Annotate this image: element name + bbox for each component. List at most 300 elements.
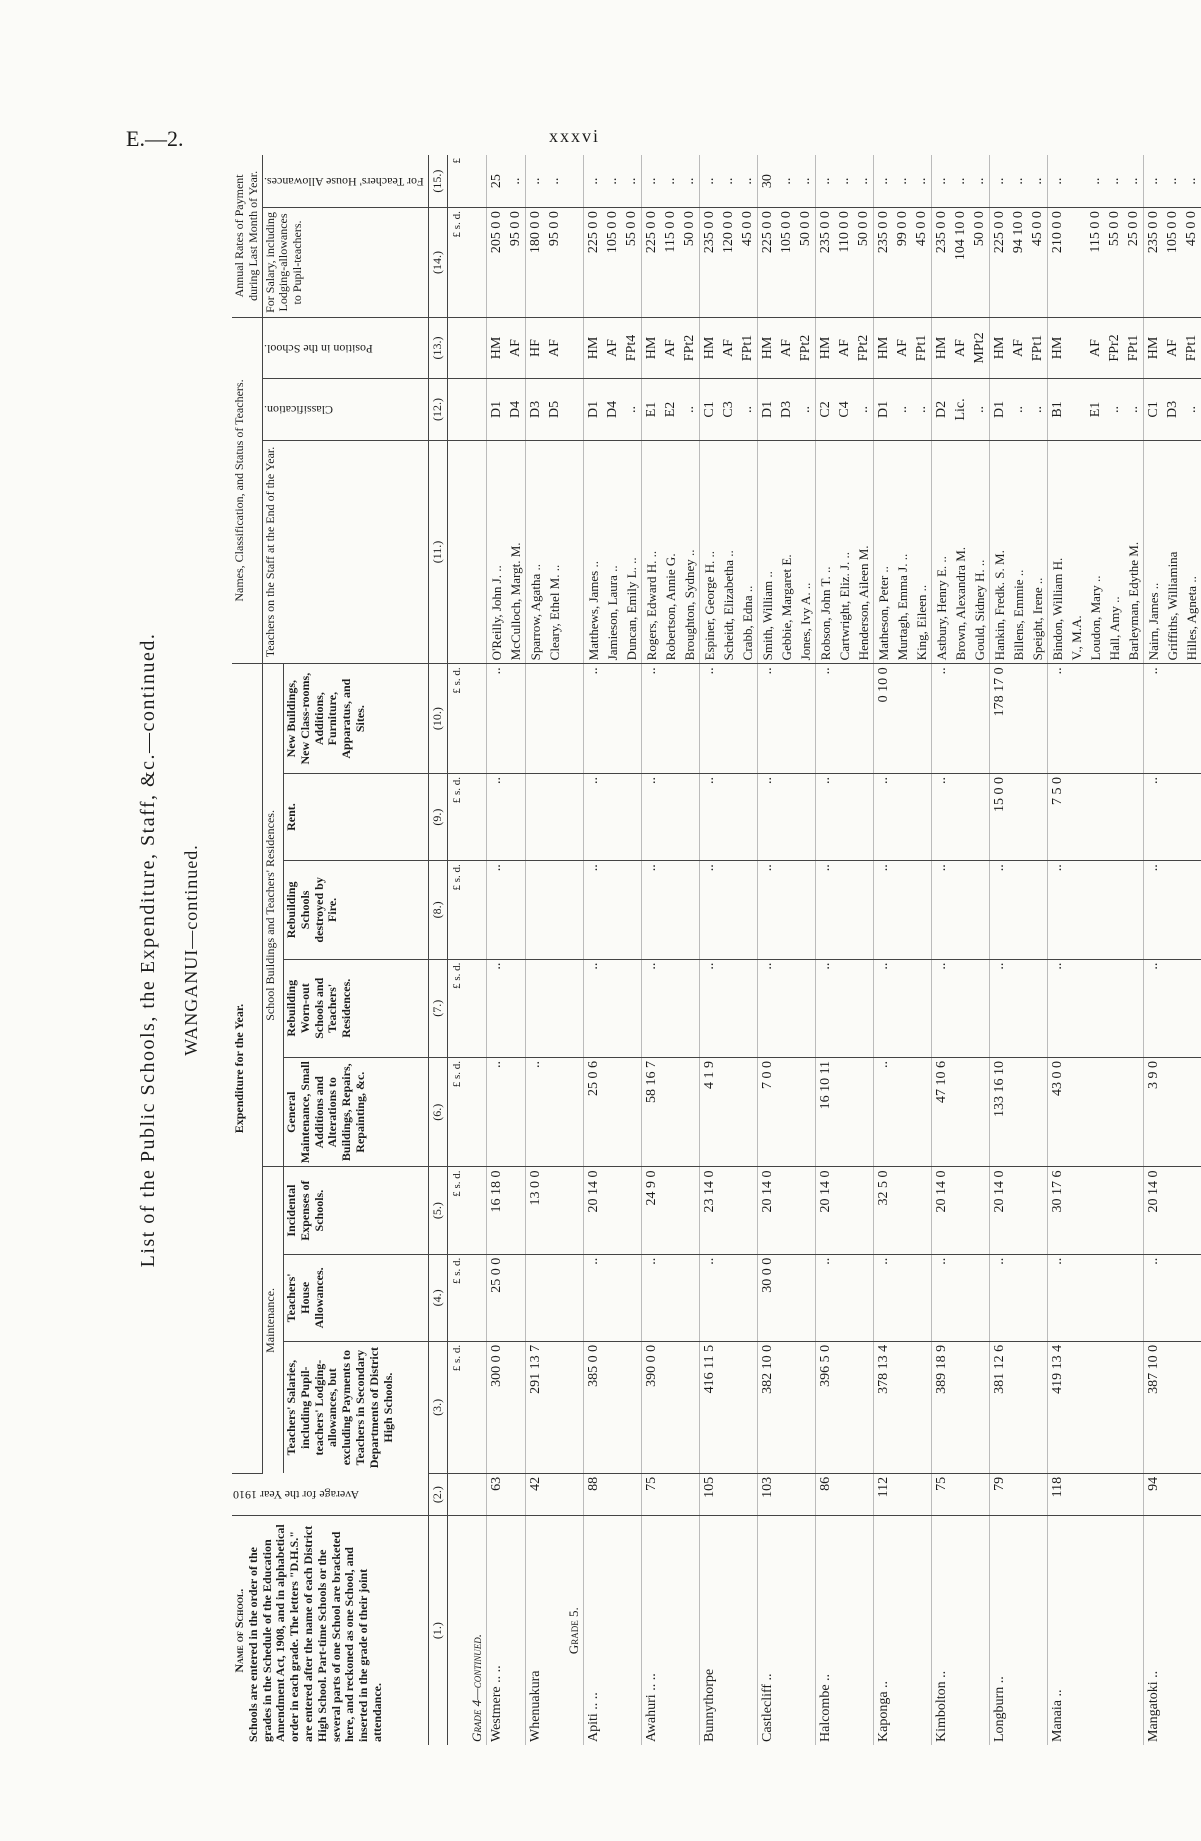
table-row	[815, 155, 835, 1745]
house-allowances	[1105, 1254, 1124, 1341]
rebuilding-fire: ..	[815, 861, 835, 959]
new-buildings	[603, 664, 622, 774]
teacher-name: Astbury, Henry E. ..	[931, 440, 951, 664]
house-allowances	[506, 1254, 526, 1341]
maintenance-general	[506, 1057, 526, 1167]
salary-rate: 115 0 0	[1086, 208, 1105, 318]
house-rate: ..	[525, 155, 545, 208]
salaries: 387 10 0	[1143, 1341, 1163, 1473]
position: HM	[583, 317, 603, 378]
position: AF	[951, 317, 970, 378]
teacher-name	[564, 440, 584, 664]
salary-rate: 104 10 0	[951, 208, 970, 318]
table-row	[545, 155, 564, 1745]
maintenance-general: 4 1 9	[699, 1057, 719, 1167]
table-row	[525, 155, 545, 1745]
school-name	[796, 1516, 816, 1745]
school-name	[719, 1516, 738, 1745]
rebuilding-fire	[525, 861, 545, 959]
rebuilding-fire	[738, 861, 758, 959]
average: 79	[989, 1473, 1009, 1515]
salaries	[796, 1341, 816, 1473]
house-allowances: ..	[583, 1254, 603, 1341]
salaries	[1163, 1341, 1182, 1473]
units-c9: £ s. d.	[447, 773, 467, 860]
average	[796, 1473, 816, 1515]
units-c5: £ s. d.	[447, 1167, 467, 1254]
house-allowances: 25 0 0	[486, 1254, 506, 1341]
house-allowances	[1067, 1254, 1086, 1341]
position: AF	[893, 317, 912, 378]
maintenance-general	[912, 1057, 932, 1167]
units-c6: £ s. d.	[447, 1057, 467, 1167]
teacher-name: Barleyman, Edythe M.	[1124, 440, 1144, 664]
new-buildings	[506, 664, 526, 774]
rebuilding-fire	[1105, 861, 1124, 959]
house-rate: ..	[1124, 155, 1144, 208]
rebuilding-fire	[622, 861, 642, 959]
rent	[680, 773, 700, 860]
rebuilding-wornout	[912, 959, 932, 1057]
salaries	[719, 1341, 738, 1473]
position: AF	[661, 317, 680, 378]
maintenance-general	[719, 1057, 738, 1167]
teacher-name: King, Eileen ..	[912, 440, 932, 664]
rebuilding-wornout	[661, 959, 680, 1057]
house-allowances	[1009, 1254, 1028, 1341]
house-rate	[564, 155, 584, 208]
incidental	[1009, 1167, 1028, 1254]
salaries: 389 18 9	[931, 1341, 951, 1473]
teacher-name: Robertson, Annie G.	[661, 440, 680, 664]
new-buildings: ..	[486, 664, 506, 774]
incidental	[738, 1167, 758, 1254]
salary-rate: 120 0 0	[719, 208, 738, 318]
house-allowances	[951, 1254, 970, 1341]
classification	[467, 379, 487, 440]
average	[1124, 1473, 1144, 1515]
school-name: Whenuakura	[525, 1516, 545, 1745]
rebuilding-fire	[661, 861, 680, 959]
salary-rate: 235 0 0	[699, 208, 719, 318]
rebuilding-fire	[506, 861, 526, 959]
rebuilding-wornout: ..	[1047, 959, 1067, 1057]
salary-rate	[1067, 208, 1086, 318]
house-allowances	[854, 1254, 874, 1341]
rebuilding-fire: ..	[757, 861, 777, 959]
house-allowances: ..	[699, 1254, 719, 1341]
salaries	[1067, 1341, 1086, 1473]
maintenance-general	[1163, 1057, 1182, 1167]
salaries	[951, 1341, 970, 1473]
house-rate: ..	[796, 155, 816, 208]
new-buildings	[719, 664, 738, 774]
salary-rate	[564, 208, 584, 318]
salaries	[1182, 1341, 1201, 1473]
teacher-name	[467, 440, 487, 664]
school-name	[970, 1516, 990, 1745]
salaries	[893, 1341, 912, 1473]
new-buildings: ..	[641, 664, 661, 774]
new-buildings	[622, 664, 642, 774]
rebuilding-wornout	[525, 959, 545, 1057]
rebuilding-wornout: ..	[1143, 959, 1163, 1057]
new-buildings: ..	[931, 664, 951, 774]
classification: D4	[506, 379, 526, 440]
position: FPt2	[796, 317, 816, 378]
col-num-4: (4.)	[429, 1254, 448, 1341]
annual-group-header: Annual Rates of Payment during Last Month of Year.	[232, 155, 262, 317]
salary-rate: 105 0 0	[777, 208, 796, 318]
incidental	[1105, 1167, 1124, 1254]
new-buildings	[1182, 664, 1201, 774]
salary-rate: 45 0 0	[1182, 208, 1201, 318]
house-rate: ..	[970, 155, 990, 208]
teacher-name: Bindon, William H.	[1047, 440, 1067, 664]
rent	[1124, 773, 1144, 860]
house-rate: 25	[486, 155, 506, 208]
maintenance-general	[1182, 1057, 1201, 1167]
rent	[661, 773, 680, 860]
school-name	[951, 1516, 970, 1745]
school-name	[1163, 1516, 1182, 1745]
house-rate: ..	[931, 155, 951, 208]
teacher-name: Gould, Sidney H. ..	[970, 440, 990, 664]
classification: E1	[641, 379, 661, 440]
incidental	[912, 1167, 932, 1254]
table-row	[738, 155, 758, 1745]
house-allowances: ..	[989, 1254, 1009, 1341]
maintenance-general	[970, 1057, 990, 1167]
maintenance-general	[777, 1057, 796, 1167]
new-buildings	[545, 664, 564, 774]
new-buildings	[1124, 664, 1144, 774]
maintenance-general	[951, 1057, 970, 1167]
incidental: 30 17 6	[1047, 1167, 1067, 1254]
house-allowances	[777, 1254, 796, 1341]
units-row	[447, 155, 467, 1745]
average	[1182, 1473, 1201, 1515]
position: HM	[699, 317, 719, 378]
rebuilding-fire	[1009, 861, 1028, 959]
rebuilding-wornout: ..	[873, 959, 893, 1057]
position: HF	[525, 317, 545, 378]
incidental	[970, 1167, 990, 1254]
salaries: 419 13 4	[1047, 1341, 1067, 1473]
rebuilding-wornout	[603, 959, 622, 1057]
house-allowances	[738, 1254, 758, 1341]
rent	[893, 773, 912, 860]
maintenance-general: 47 10 6	[931, 1057, 951, 1167]
average	[1086, 1473, 1105, 1515]
school-name: Kimbolton ..	[931, 1516, 951, 1745]
average	[603, 1473, 622, 1515]
incidental	[854, 1167, 874, 1254]
rebuilding-fire	[1086, 861, 1105, 959]
average: 94	[1143, 1473, 1163, 1515]
average-header	[232, 1473, 429, 1515]
school-name	[603, 1516, 622, 1745]
average	[1163, 1473, 1182, 1515]
position: AF	[506, 317, 526, 378]
rebuilding-wornout	[564, 959, 584, 1057]
classification: D1	[583, 379, 603, 440]
salaries	[854, 1341, 874, 1473]
new-buildings	[912, 664, 932, 774]
rebuilding-fire: ..	[1143, 861, 1163, 959]
table-row	[757, 155, 777, 1745]
rebuilding-fire: ..	[1047, 861, 1067, 959]
position: FPt2	[854, 317, 874, 378]
teacher-name: Henderson, Aileen M.	[854, 440, 874, 664]
house-rate: ..	[815, 155, 835, 208]
c5-header: Incidental Expenses of Schools.	[284, 1167, 429, 1254]
position: FPt4	[622, 317, 642, 378]
position: AF	[719, 317, 738, 378]
maintenance-general: 133 16 10	[989, 1057, 1009, 1167]
new-buildings: ..	[583, 664, 603, 774]
c4-header: Teachers' House Allowances.	[284, 1254, 429, 1341]
position: AF	[835, 317, 854, 378]
house-rate: ..	[1009, 155, 1028, 208]
school-name: Grade 5.	[565, 1607, 581, 1655]
salaries	[564, 1341, 584, 1473]
rent: ..	[486, 773, 506, 860]
c10-header: New Buildings, New Class-rooms, Additions, Furniture, Apparatus, and Sites.	[284, 664, 429, 774]
rebuilding-wornout	[970, 959, 990, 1057]
position: AF	[1009, 317, 1028, 378]
new-buildings	[1028, 664, 1048, 774]
salary-rate: 99 0 0	[893, 208, 912, 318]
c7-header: Rebuilding Worn-out Schools and Teachers' Residences.	[284, 959, 429, 1057]
classification: ..	[854, 379, 874, 440]
salaries	[467, 1341, 487, 1473]
rebuilding-fire	[1182, 861, 1201, 959]
units-c8: £ s. d.	[447, 861, 467, 959]
classification: ..	[1009, 379, 1028, 440]
average: 86	[815, 1473, 835, 1515]
salaries	[1086, 1341, 1105, 1473]
salary-rate: 235 0 0	[815, 208, 835, 318]
school-name: Apiti .. ..	[583, 1516, 603, 1745]
classification: ..	[1124, 379, 1144, 440]
rebuilding-wornout: ..	[931, 959, 951, 1057]
maintenance-general: 58 16 7	[641, 1057, 661, 1167]
house-rate: ..	[1163, 155, 1182, 208]
average	[738, 1473, 758, 1515]
teacher-name: Jones, Ivy A. ..	[796, 440, 816, 664]
new-buildings: 0 10 0	[873, 664, 893, 774]
rebuilding-wornout: ..	[815, 959, 835, 1057]
rebuilding-fire: ..	[641, 861, 661, 959]
average	[970, 1473, 990, 1515]
house-allowances: ..	[873, 1254, 893, 1341]
salary-rate: 45 0 0	[738, 208, 758, 318]
units-c3: £ s. d.	[447, 1341, 467, 1473]
classification: ..	[738, 379, 758, 440]
classification: Lic.	[951, 379, 970, 440]
rebuilding-fire: ..	[583, 861, 603, 959]
incidental	[603, 1167, 622, 1254]
teacher-name: Billens, Emmie ..	[1009, 440, 1028, 664]
name-of-school-note: Schools are entered in the order of the grades in the Schedule of the Education Amendment Act, 1908, and in alphabetical order in each grade. The letters "D.H.S." are entered after the name of each District High School. Part-time Schools or the several parts of one School are bracketed here, and reckoned as one School, and inserted in the grade of their joint attendance.	[245, 1524, 384, 1742]
incidental: 20 14 0	[757, 1167, 777, 1254]
position: HM	[931, 317, 951, 378]
average	[854, 1473, 874, 1515]
position: HM	[815, 317, 835, 378]
rebuilding-wornout	[545, 959, 564, 1057]
rebuilding-wornout	[622, 959, 642, 1057]
classification: D1	[757, 379, 777, 440]
table-row	[796, 155, 816, 1745]
school-name	[661, 1516, 680, 1745]
new-buildings	[854, 664, 874, 774]
maintenance-general: 43 0 0	[1047, 1057, 1067, 1167]
classification: D3	[525, 379, 545, 440]
house-allowances	[525, 1254, 545, 1341]
average: 105	[699, 1473, 719, 1515]
rebuilding-fire	[796, 861, 816, 959]
rebuilding-wornout	[719, 959, 738, 1057]
position: HM	[873, 317, 893, 378]
maintenance-general	[622, 1057, 642, 1167]
table-row	[1105, 155, 1124, 1745]
rebuilding-wornout	[796, 959, 816, 1057]
school-name	[1182, 1516, 1201, 1745]
rebuilding-wornout: ..	[583, 959, 603, 1057]
col-num-15: (15.)	[429, 155, 448, 208]
position: HM	[757, 317, 777, 378]
incidental	[506, 1167, 526, 1254]
rebuilding-fire	[545, 861, 564, 959]
average	[951, 1473, 970, 1515]
average	[835, 1473, 854, 1515]
teacher-name: Hilles, Agneta ..	[1182, 440, 1201, 664]
rebuilding-wornout: ..	[989, 959, 1009, 1057]
classification: D3	[1163, 379, 1182, 440]
salaries: 381 12 6	[989, 1341, 1009, 1473]
name-of-school-title: Name of School.	[232, 1588, 246, 1673]
salary-rate: 115 0 0	[661, 208, 680, 318]
rebuilding-fire	[777, 861, 796, 959]
average	[1105, 1473, 1124, 1515]
table-row	[854, 155, 874, 1745]
teacher-name: Cleary, Ethel M. ..	[545, 440, 564, 664]
names-group-header: Names, Classification, and Status of Teachers.	[232, 317, 262, 664]
school-name: Westmere .. ..	[486, 1516, 506, 1745]
table-row	[931, 155, 951, 1745]
rebuilding-wornout	[680, 959, 700, 1057]
table-row	[1067, 155, 1086, 1745]
teacher-name: Jamieson, Laura ..	[603, 440, 622, 664]
col-num-14: (14.)	[429, 208, 448, 318]
col-num-5: (5.)	[429, 1167, 448, 1254]
school-name: Bunnythorpe	[699, 1516, 719, 1745]
salaries: 378 13 4	[873, 1341, 893, 1473]
page-code: E.—2.	[126, 126, 184, 151]
teacher-name: Rogers, Edward H. ..	[641, 440, 661, 664]
house-rate: ..	[873, 155, 893, 208]
salaries	[1028, 1341, 1048, 1473]
rebuilding-wornout	[893, 959, 912, 1057]
rent	[545, 773, 564, 860]
maintenance-general	[661, 1057, 680, 1167]
table-row	[506, 155, 526, 1745]
table-row	[893, 155, 912, 1745]
col-num-10: (10.)	[429, 664, 448, 774]
salaries: 291 13 7	[525, 1341, 545, 1473]
rebuilding-wornout: ..	[486, 959, 506, 1057]
teacher-name: Espiner, George H. ..	[699, 440, 719, 664]
school-name: Castlecliff ..	[757, 1516, 777, 1745]
average: 118	[1047, 1473, 1067, 1515]
rent	[796, 773, 816, 860]
incidental	[1182, 1167, 1201, 1254]
rent	[1067, 773, 1086, 860]
incidental: 20 14 0	[583, 1167, 603, 1254]
teacher-name: Cartwright, Eliz. J. ..	[835, 440, 854, 664]
house-allowances: ..	[641, 1254, 661, 1341]
salaries: 385 0 0	[583, 1341, 603, 1473]
maintenance-general	[1124, 1057, 1144, 1167]
salaries	[622, 1341, 642, 1473]
salary-rate: 225 0 0	[583, 208, 603, 318]
teacher-name: Duncan, Emily L. ..	[622, 440, 642, 664]
average-header-text: Average for the Year 1910	[233, 1488, 360, 1503]
rebuilding-wornout	[506, 959, 526, 1057]
table-row	[777, 155, 796, 1745]
table-row	[951, 155, 970, 1745]
position: FPr2	[1105, 317, 1124, 378]
new-buildings	[680, 664, 700, 774]
maintenance-general	[603, 1057, 622, 1167]
table-row	[1143, 155, 1163, 1745]
salaries	[545, 1341, 564, 1473]
col-num-1: (1.)	[429, 1516, 448, 1745]
average	[1009, 1473, 1028, 1515]
house-rate: ..	[912, 155, 932, 208]
table-row	[970, 155, 990, 1745]
school-name: Halcombe ..	[815, 1516, 835, 1745]
house-rate: ..	[603, 155, 622, 208]
teacher-name: McCulloch, Margt. M.	[506, 440, 526, 664]
average: 75	[931, 1473, 951, 1515]
school-name: Longburn ..	[989, 1516, 1009, 1745]
school-name: Grade 4—continued.	[468, 1634, 484, 1742]
maintenance-general	[893, 1057, 912, 1167]
teacher-name: Robson, John T. ..	[815, 440, 835, 664]
col-num-8: (8.)	[429, 861, 448, 959]
position	[1067, 317, 1086, 378]
table-row	[641, 155, 661, 1745]
rent: ..	[583, 773, 603, 860]
rebuilding-fire	[1163, 861, 1182, 959]
salary-rate: 105 0 0	[1163, 208, 1182, 318]
house-rate: ..	[738, 155, 758, 208]
house-allowances	[603, 1254, 622, 1341]
rent: ..	[1143, 773, 1163, 860]
rent	[603, 773, 622, 860]
rent	[777, 773, 796, 860]
salary-rate: 55 0 0	[1105, 208, 1124, 318]
classification	[1067, 379, 1086, 440]
house-rate: ..	[1047, 155, 1067, 208]
rebuilding-fire	[854, 861, 874, 959]
rebuilding-wornout	[738, 959, 758, 1057]
maintenance-general: ..	[486, 1057, 506, 1167]
house-rate: ..	[506, 155, 526, 208]
school-name	[912, 1516, 932, 1745]
